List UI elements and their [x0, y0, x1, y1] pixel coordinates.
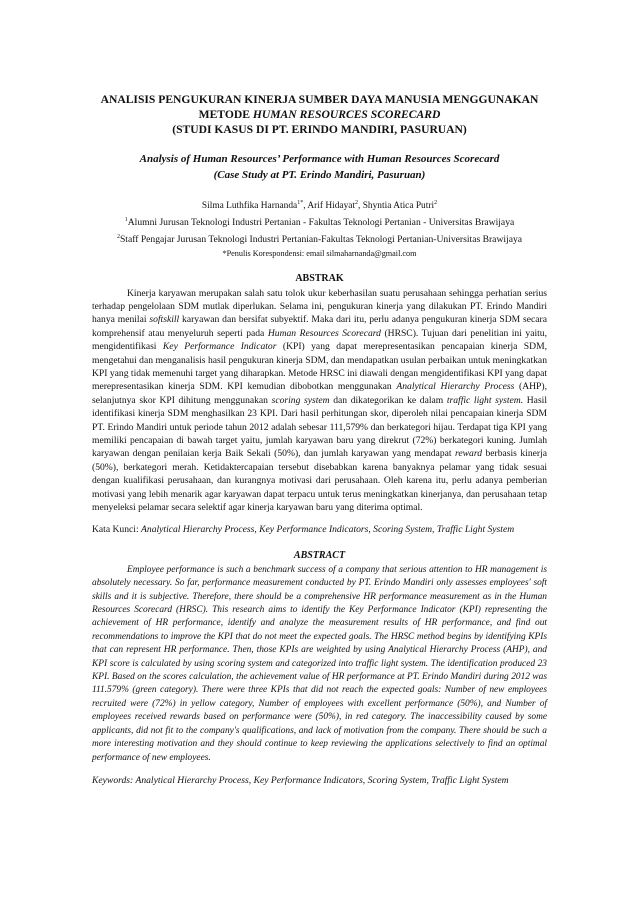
paper-title [92, 92, 547, 137]
affiliation-1-text: Alumni Jurusan Teknologi Industri Pertanian - Fakultas Teknologi Pertanian - Universitas Brawijaya [127, 217, 515, 229]
abstrak-term: softskill [149, 314, 180, 326]
author-2: , Arif Hidayat [303, 201, 356, 212]
abstrak-term: reward [455, 448, 483, 460]
author-3: , Shyntia Atica Putri [358, 201, 435, 212]
abstrak-term: Key Performance Indicator [162, 341, 277, 353]
title-line-2 [92, 107, 547, 122]
abstrak-text: Kinerja karyawan merupakan salah satu tolok ukur keberhasilan suatu perusahaan sehingga perhatian serius terhadap pengelolaan SDM mutlak diperlukan. Selama ini, pengukuran kinerja yang dilakukan PT. Erindo Mandiri hanya menilai [92, 287, 547, 326]
abstract-heading: ABSTRACT [293, 549, 346, 561]
author-list [92, 197, 547, 213]
abstrak-text: (KPI) yang dapat merepresentasikan pencapaian kinerja SDM, mengetahui dan menganalisis hasil pengukuran kinerja SDM, dan mendapatkan usulan perbaikan untuk meningkatkan KPI yang tidak memenuhi target yang diharapkan. Metode HRSC ini diawali dengan mengidentifikasi KPI yang dapat merepresentasikan kinerja SDM. KPI kemudian dibobotkan menggunakan [92, 341, 547, 393]
affiliation-1-mark: 1 [124, 217, 128, 224]
title-line-2-prefix: METODE [198, 108, 253, 121]
title-line-1: ANALISIS PENGUKURAN KINERJA SUMBER DAYA MANUSIA MENGGUNAKAN [100, 93, 539, 106]
abstrak-term: Analytical Hierarchy Process [396, 381, 515, 393]
affiliation-2-text: Staff Pengajar Jurusan Teknologi Industri Pertanian-Fakultas Teknologi Pertanian-Universitas Brawijaya [119, 234, 523, 246]
abstrak-heading: ABSTRAK [295, 272, 344, 284]
affiliation-2 [86, 230, 553, 247]
author-1: Silma Luthfika Harnanda [201, 201, 298, 212]
abstrak-text: (AHP), selanjutnya skor KPI dihitung menggunakan [92, 381, 547, 406]
corresponding-author: *Penulis Korespondensi: email silmaharnanda@gmail.com [222, 248, 417, 258]
subtitle-line-2: (Case Study at PT. Erindo Mandiri, Pasuruan) [213, 169, 426, 181]
affiliation-1 [86, 213, 553, 230]
abstrak-paragraph [92, 287, 547, 515]
abstrak-term: traffic light system. [446, 394, 524, 406]
title-line-2-italic: HUMAN RESOURCES SCORECARD [252, 108, 441, 121]
abstrak-text: berbasis kinerja (50%), berkategori merah. Ketidaktercapaian tersebut disebabkan karena banyaknya pelamar yang tidak sesuai dengan kualifikasi perusahaan, dan kurangnya motivasi dari perusahaan. Oleh karena itu, perlu adanya pemberian motivasi yang lebih menarik agar karyawan dapat terpacu untuk terus meningkatkan kinerjanya, dan perusahaan tetap menyeleksi pelamar secara selektif agar kinerja karyawan baru yang diterima optimal. [92, 448, 547, 513]
abstrak-text: (HRSC). Tujuan dari penelitian ini yaitu, mengidentifikasi [92, 327, 547, 353]
kata-kunci-value: Analytical Hierarchy Process, Key Performance Indicators, Scoring System, Traffic Light System [141, 524, 515, 536]
keywords-label: Keywords: [92, 774, 136, 786]
paper-content [92, 92, 547, 787]
affiliation-2-mark: 2 [116, 234, 120, 241]
abstrak-term: Human Resources Scorecard [267, 327, 381, 339]
keywords-value: Analytical Hierarchy Process, Key Performance Indicators, Scoring System, Traffic Light System [135, 774, 509, 786]
abstrak-text: dan dikategorikan ke dalam [329, 394, 447, 406]
keywords [92, 774, 547, 787]
subtitle-line-1: Analysis of Human Resources’ Performance with Human Resources Scorecard [139, 153, 500, 165]
abstrak-text: Hasil identifikasi kinerja SDM menghasilkan 23 KPI. Dari hasil perhitungan skor, diperoleh nilai pencapaian kinerja SDM PT. Erindo Mandiri untuk periode tahun 2012 adalah sebesar 111,579% dan berkategori hijau. Terdapat tiga KPI yang memiliki pencapaian di bawah target yaitu, jumlah karyawan baru yang direkrut (72%) berkategori kuning. Jumlah karyawan dengan penilaian kerja Baik Sekali (50%), dan jumlah karyawan yang mendapat [92, 394, 548, 460]
abstract-paragraph: Employee performance is such a benchmark success of a company that serious attention to HR management is absolutely necessary. So far, performance measurement conducted by PT. Erindo Mandiri only assesses employees' soft skills and it is subjective. Therefore, there should be a comprehensive HR performance measurement as in the Human Resources Scorecard (HRSC). This research aims to identify the Key Performance Indicator (KPI) representing the achievement of HR performance, identify and analyze the measurement results of HR performance, and find out recommendations to improve the KPI that do not meet the expected goals. The HRSC method begins by identifying KPIs that can represent HR performance. Then, those KPIs are weighted by using Analytical Hierarchy Process (AHP), and KPI score is calculated by using scoring system and categorized into traffic light system. The identification produced 23 KPI. Based on the scores calculation, the achievement value of HR performance at PT. Erindo Mandiri during 2012 was 111.579% (green category). There were three KPIs that did not reach the expected goals: Number of new employees recruited were (72%) in yellow category, Number of employees with excellent performance (50%), and Number of employees received rewards based on performance were (50%), in red category. The inaccessibility caused by some applicants, did not fit to the company's qualifications, and lack of motivation from the company. There should be such a more interesting motivation and they should continue to keep reviewing the applications selectively to find an optimal performance of new employees. [92, 564, 547, 763]
abstrak-text: karyawan dan bersifat subyektif. Maka dari itu, perlu adanya pengukuran kinerja SDM secara komprehensif atau menyeluruh seperti pada [92, 314, 547, 339]
author-3-affil-mark: 2 [434, 200, 438, 206]
author-1-affil-mark: 1* [297, 200, 304, 206]
author-2-affil-mark: 2 [355, 200, 359, 206]
kata-kunci-label: Kata Kunci: [92, 524, 142, 536]
paper-subtitle-english [92, 151, 547, 183]
kata-kunci [92, 523, 547, 536]
abstrak-term: scoring system [271, 394, 330, 406]
title-line-3: (STUDI KASUS DI PT. ERINDO MANDIRI, PASURUAN) [172, 123, 467, 136]
